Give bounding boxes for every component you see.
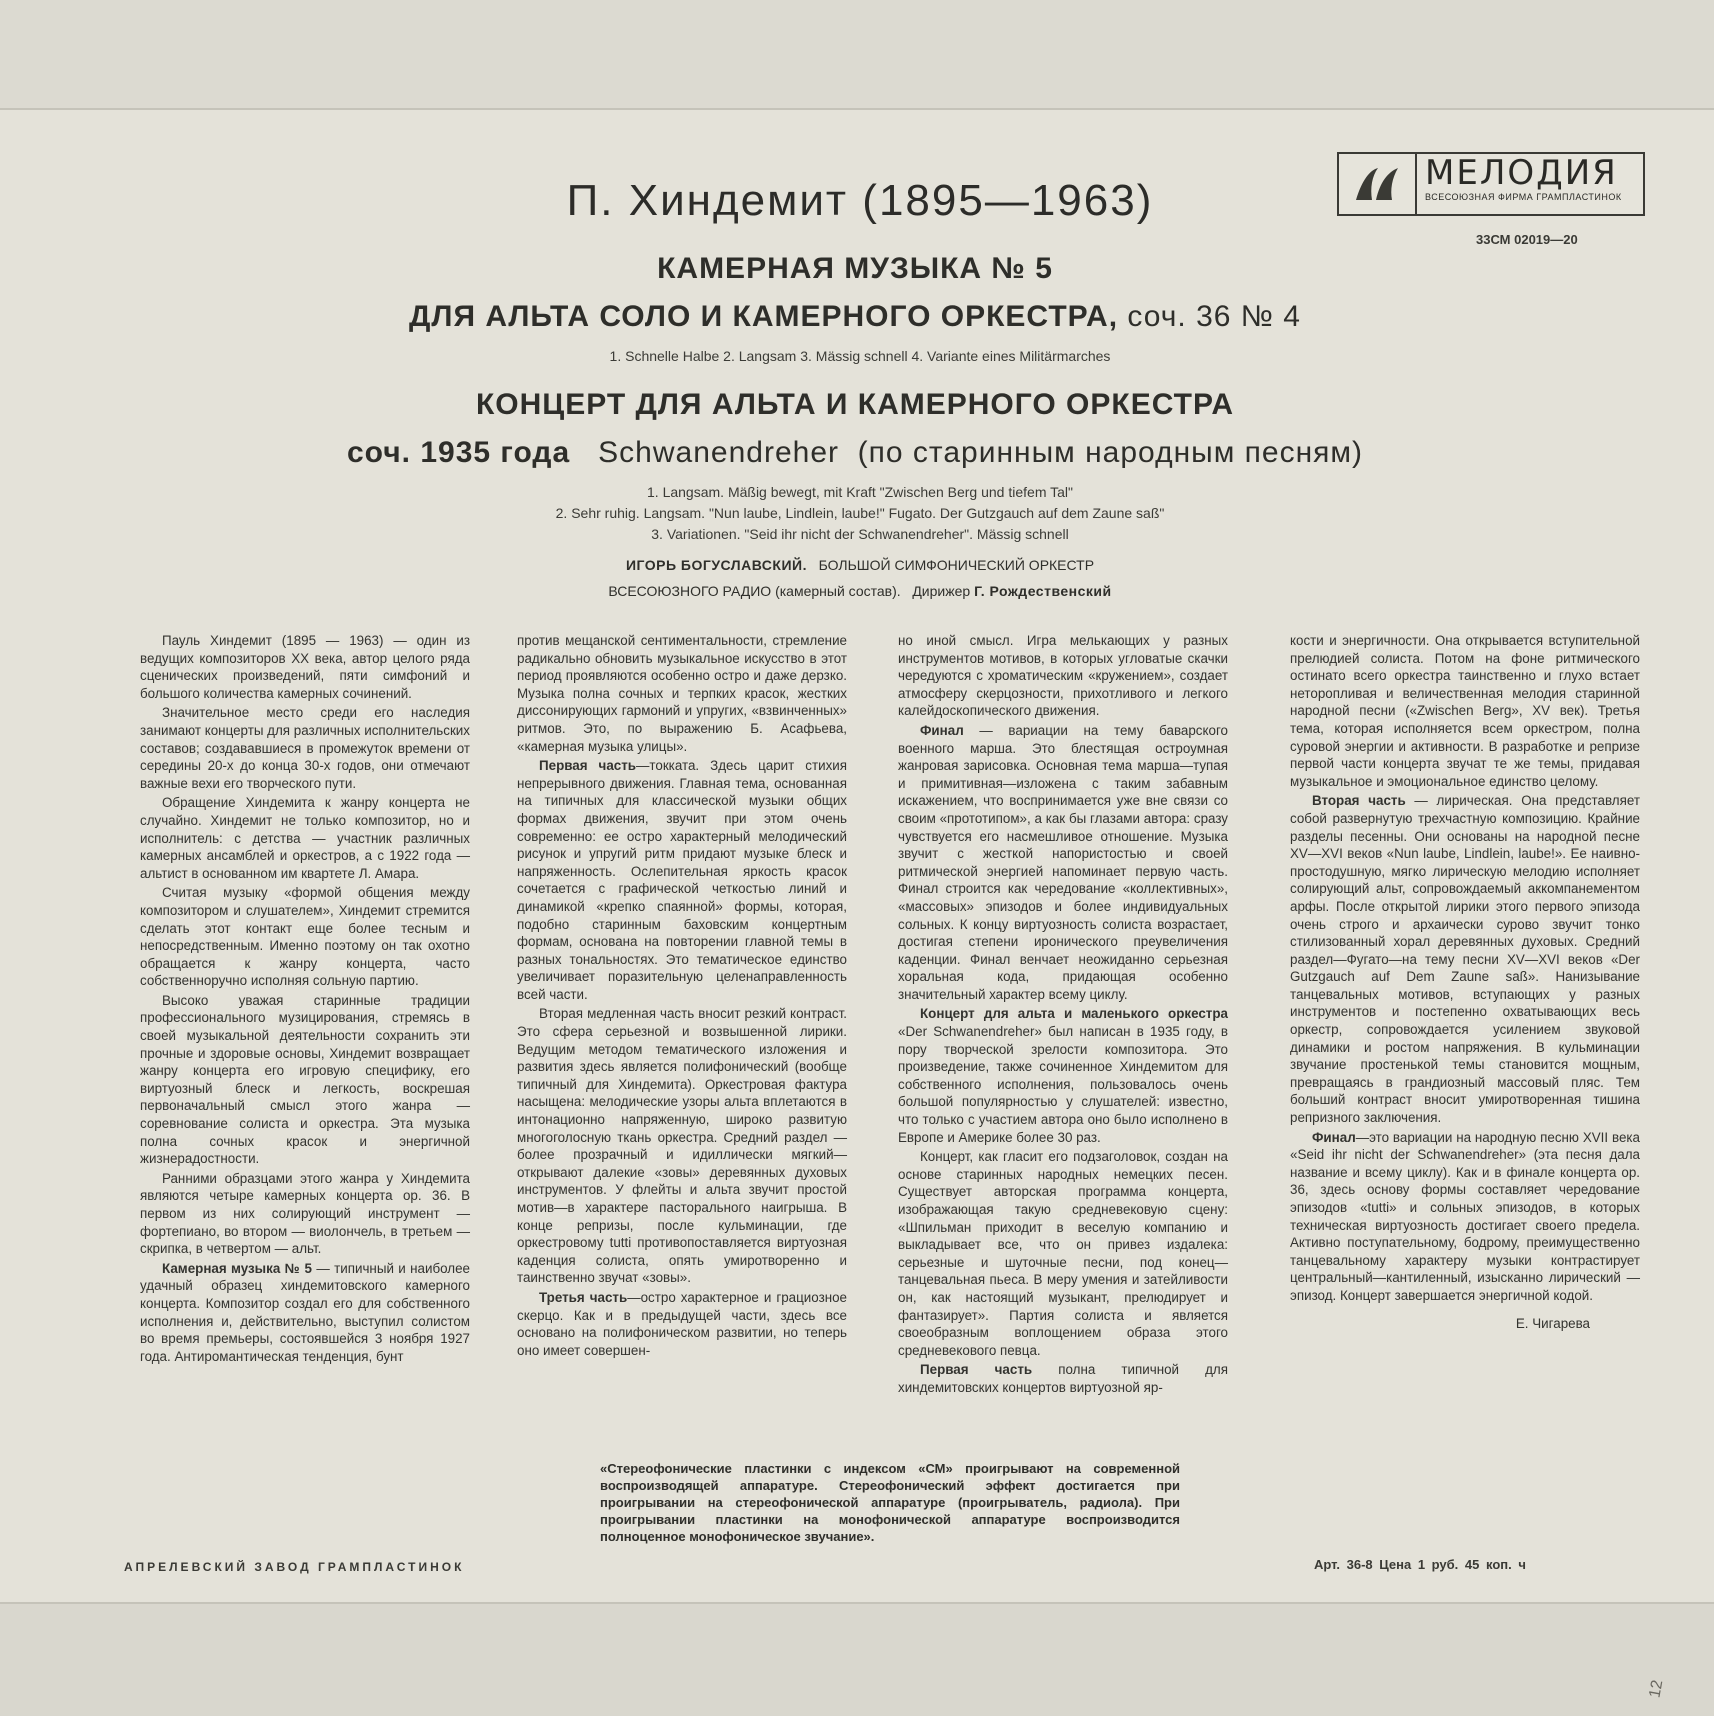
paragraph: Вторая медленная часть вносит резкий контраст. Это сфера серьезной и возвышенной лирики. Ведущим методом тематического изложения и развития здесь является полифонический (вообще типичный для Хиндемита). Оркестровая фактура насыщена: мелодические узоры альта вплетаются в интонационно напряженную, широко развитую многоголосную ткань оркестра. Средний раздел — более прозрачный и идиллически мягкий—открывают далекие «зовы» деревянных духовых инструментов. У флейты и альта звучит простой мотив—в характере пасторального наигрыша. В конце репризы, после кульминации, где оркестровому tutti противопоставляется виртуозная каденция солиста, опять умиротворенно и таинственно звучат «зовы». — [517, 1006, 847, 1286]
paragraph: Финал — вариации на тему баварского военного марша. Это блестящая остроумная жанровая зарисовка. Основная тема марша—тупая и примитивная—изложена с таким забавным искажением, что воспринимается уже вне связи со своим «прототипом», а как бы глазами автора: сразу чувствуется его насмешливое отношение. Музыка звучит с жесткой напористостью и своей ритмической энергией напоминает первую часть. Финал строится как чередование «коллективных», «массовых» эпизодов и более индивидуальных сольных. К концу виртуозность солиста возрастает, достигая степени иронического преувеличения каденции. Финал венчает неожиданно серьезная хоральная кода, придающая особенно значительный характер всему циклу. — [898, 722, 1228, 1002]
catalog-number: 33СМ 02019—20 — [1476, 232, 1578, 247]
author-signature: Е. Чигарева — [1515, 1315, 1590, 1331]
paragraph: Первая часть—токката. Здесь царит стихия непрерывного движения. Главная тема, основанная на типичных для классической музыки общих формах движения, звучит при этом очень современно: ее остро характерный мелодический рисунок и упругий ритм придают музыке блеск и напряженность. Ослепительная яркость красок сочетается с графической четкостью линий и динамикой «крепко спаянной» формы, которая, подобно старинным баховским концертным формам, основана на повторении главной темы в разных тональностях. Это тематическое единство увеличивает поразительную целенаправленность всей части. — [517, 758, 847, 1002]
paragraph: Высоко уважая старинные традиции профессионального музицирования, стремясь в своей музыкальной деятельности сохранить эти прочные и здоровые основы, Хиндемит возвращает жанру концерта его игровую специфику, его виртуозный блеск и легкость, воскрешая первоначальный смысл этого жанра — соревнование солиста и оркестра. Эта музыка полна сочных красок и энергичной жизнерадостности. — [140, 992, 470, 1167]
paragraph: Третья часть—остро характерное и грациозное скерцо. Как и в предыдущей части, здесь все основано на полифоническом развитии, но теперь оно имеет совершен- — [517, 1289, 847, 1358]
paragraph: но иной смысл. Игра мелькающих у разных инструментов мотивов, в которых угловатые скачки чередуются с хроматическим «кружением», создает атмосферу скерцозности, прихотливого и легкого калейдоскопического движения. — [898, 633, 1228, 719]
sleeve-bottom-fold — [0, 1602, 1714, 1716]
paragraph: Вторая часть — лирическая. Она представляет собой развернутую трехчастную композицию. Крайние разделы песенны. Они основаны на народной песне XV—XVI веков «Nun laube, Lindlein, laube!». Ее наивно-простодушную, мягко лирическую мелодию исполняет солирующий альт, сопровождаемый аккомпанементом арфы. После открытой лирики этого первого эпизода очень строго и архаически сурово звучит тонко стилизованный хорал деревянных духовых. Средний раздел—Фугато—на тему песни XV—XVI веков «Der Gutzgauch auf Dem Zaune saß». Нанизывание танцевальных мотивов, вступающих у разных инструментов и постепенно охватывающих весь оркестр, сопровождается усилением звуковой динамики и ростом напряжения. В кульминации звучание простенькой темы становится мощным, превращаясь в грандиозный массовый пляс. Тем больший контраст вносит умиротворенная тишина репризного заключения. — [1290, 793, 1640, 1126]
notes-column-3 — [898, 632, 1228, 1399]
work2-subtitle: соч. 1935 года Schwanendreher (по старинным народным песням) — [346, 436, 1364, 469]
melodiya-mark-icon — [1339, 154, 1417, 214]
performers: ИГОРЬ БОГУСЛАВСКИЙ. БОЛЬШОЙ СИМФОНИЧЕСКИЙ ОРКЕСТР ВСЕСОЮЗНОГО РАДИО (камерный состав). Дирижер Г. Рождественский — [608, 557, 1112, 599]
melodiya-logo — [1337, 152, 1645, 216]
work2-movements — [410, 482, 1310, 545]
composer-title: П. Хиндемит (1895—1963) — [566, 176, 1154, 225]
paragraph: Камерная музыка № 5 — типичный и наиболее удачный образец хиндемитовского камерного концерта. Композитор создал его для собственного исполнения и, действительно, выступил солистом во время премьеры, состоявшейся 3 ноября 1927 года. Антиромантическая тенденция, бунт — [140, 1260, 470, 1364]
notes-column-2 — [517, 632, 847, 1361]
paragraph: Значительное место среди его наследия занимают концерты для различных исполнительских составов; создававшиеся в промежуток времени от середины 20-х до конца 30-х годов, они отмечают важные вехи его творческого пути. — [140, 705, 470, 791]
movement-item: 1. Langsam. Mäßig bewegt, mit Kraft "Zwischen Berg und tiefem Tal" — [647, 484, 1073, 500]
work1-subtitle: ДЛЯ АЛЬТА СОЛО И КАМЕРНОГО ОРКЕСТРА, соч. 36 № 4 — [409, 300, 1301, 333]
paragraph: Концерт для альта и маленького оркестра «Der Schwanendreher» был написан в 1935 году, в пору творческой зрелости композитора. Это произведение, также сочиненное Хиндемитом для собственного исполнения, пользовалось очень большой популярностью у слушателей: известно, что только с участием автора оно было исполнено в Европе и Америке более 30 раз. — [898, 1006, 1228, 1145]
movement-item: 2. Sehr ruhig. Langsam. "Nun laube, Lindlein, laube!" Fugato. Der Gutzgauch auf dem Zaune saß" — [555, 505, 1165, 521]
paragraph: Обращение Хиндемита к жанру концерта не случайно. Хиндемит не только композитор, но и исполнитель: с детства — участник различных камерных ансамблей и оркестров, а с 1922 года — альтист в основанном им квартете Л. Амара. — [140, 795, 470, 881]
label-subtitle: ВСЕСОЮЗНАЯ ФИРМА ГРАМПЛАСТИНОК — [1425, 192, 1622, 202]
paragraph: Считая музыку «формой общения между композитором и слушателем», Хиндемит стремится сделать этот контакт еще более тесным и непосредственным. Именно поэтому он так охотно обращается к жанру концерта, часто собственноручно исполняя сольную партию. — [140, 885, 470, 989]
soloist: ИГОРЬ БОГУСЛАВСКИЙ. — [625, 557, 807, 573]
conductor: Г. Рождественский — [974, 583, 1112, 599]
orchestra-cont: ВСЕСОЮЗНОГО РАДИО (камерный состав). — [608, 583, 901, 599]
paragraph: Финал—это вариации на народную песню XVII века «Seid ihr nicht der Schwanendreher» (эта песня дала название и всему циклу). Как и в финале концерта ор. 36, здесь основу формы составляет чередование эпизодов «tutti» и сольных эпизодов, в которых техническая виртуозность достигает своего предела. Активно поступательному, бодрому, преимущественно танцевальному характеру музыки контрастирует центральный—кантиленный, изысканно лирический — эпизод. Концерт завершается энергичной кодой. — [1290, 1129, 1640, 1303]
work2-title: КОНЦЕРТ ДЛЯ АЛЬТА И КАМЕРНОГО ОРКЕСТРА — [476, 388, 1234, 421]
factory-name: АПРЕЛЕВСКИЙ ЗАВОД ГРАМПЛАСТИНОК — [124, 1560, 465, 1574]
stereo-note: «Стереофонические пластинки с индексом «СМ» проигрывают на современной воспроизводящей аппаратуре. Стереофонический эффект достигается при проигрывании на стереофонической аппаратуре (проигрыватель, радиола). При проигрывании пластинки на монофонической аппаратуре воспроизводится полноценное монофоническое звучание». — [600, 1461, 1180, 1544]
paragraph: Пауль Хиндемит (1895 — 1963) — один из ведущих композиторов XX века, автор целого ряда сценических произведений, пяти симфоний и большого количества камерных сочинений. — [140, 633, 470, 701]
sleeve-top-fold — [0, 0, 1714, 110]
orchestra: БОЛЬШОЙ СИМФОНИЧЕСКИЙ ОРКЕСТР — [818, 557, 1095, 573]
work1-title: КАМЕРНАЯ МУЗЫКА № 5 — [657, 252, 1053, 285]
work1-movements: 1. Schnelle Halbe 2. Langsam 3. Mässig schnell 4. Variante eines Militärmarches — [609, 348, 1111, 364]
notes-column-4 — [1290, 632, 1640, 1332]
movement-item: 3. Variationen. "Seid ihr nicht der Schwanendreher". Mässig schnell — [651, 526, 1069, 542]
handwritten-number: 12 — [1646, 1678, 1667, 1700]
label-name: МЕЛОДИЯ — [1425, 153, 1618, 193]
paragraph: против мещанской сентиментальности, стремление радикально обновить музыкальное искусство в этот период проявляются особенно остро и даже дерзко. Музыка полна сочных и терпких красок, жестких диссонирующих гармоний и упругих, «взвинченных» ритмов. Это, по выражению Б. Асафьева, «камерная музыка улицы». — [517, 633, 847, 754]
notes-column-1 — [140, 632, 470, 1367]
paragraph: Ранними образцами этого жанра у Хиндемита являются четыре камерных концерта ор. 36. В первом из них солирующий инструмент — фортепиано, во втором — виолончель, в третьем — скрипка, в четвертом — альт. — [140, 1170, 470, 1257]
paragraph: Концерт, как гласит его подзаголовок, создан на основе старинных народных немецких песен. Существует авторская программа концерта, изображающая такую средневековую сцену: «Шпильман приходит в веселую компанию и выкладывает все, что он привез издалека: серьезные и шуточные песни, под конец—танцевальная пьеса. В меру умения и затейливости он, как настоящий музыкант, прелюдирует и фантазирует». Партия солиста и является своеобразным воплощением образа этого средневекового певца. — [898, 1149, 1228, 1358]
paragraph: Первая часть полна типичной для хиндемитовских концертов виртуозной яр- — [898, 1362, 1228, 1395]
paragraph: кости и энергичности. Она открывается вступительной прелюдией солиста. Потом на фоне ритмического остинато всего оркестра таинственно и глухо встает неторопливая и величественная мелодия старинной народной песни («Zwischen Berg», XV век). Третья тема, которая исполняется всем оркестром, полна суровой энергии и активности. В разработке и репризе первой части концерта звучат те же темы, придавая музыкальное и эмоциональное единство целому. — [1290, 633, 1640, 789]
price-info: Арт. 36-8 Цена 1 руб. 45 коп. ч — [1314, 1557, 1526, 1572]
